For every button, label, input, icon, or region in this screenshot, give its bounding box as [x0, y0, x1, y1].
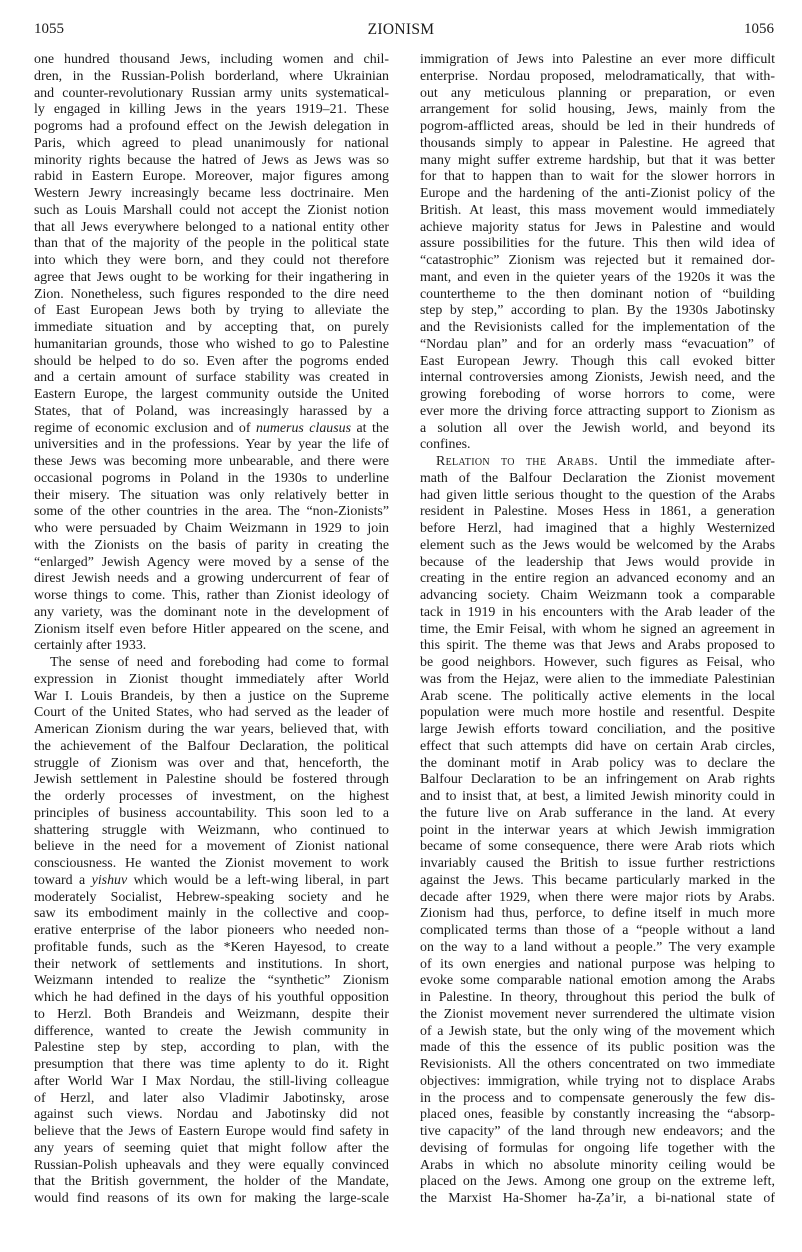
text-line: immediate situation and by accepting that, on purely — [34, 320, 389, 335]
text-line: to Herzl. Both Brandeis and Weizmann, despite their — [34, 1006, 389, 1022]
text-line: made of this the essence of its public position was the — [420, 1040, 775, 1056]
text-line: rabid in Eastern Europe. Moreover, major figures among — [34, 169, 389, 185]
text-line: British. At least, this mass movement would immediately — [420, 202, 775, 218]
text-line: of its own energies and national purpose was helping to — [420, 956, 775, 972]
text-line: Zion. Nonetheless, such figures responded to the dire need — [34, 286, 389, 302]
text-line: universities and in the professions. Year by year the life of — [34, 437, 389, 453]
text-line: Relation to the Arabs. Until the immediate after- — [436, 454, 775, 469]
text-line: occasional pogroms in Poland in the 1930s to underline — [34, 470, 389, 486]
text-line: placed on the Jews. Among one group on the extreme left, — [420, 1174, 775, 1190]
text-line: ever more the driving force attracting support to Zionism as — [420, 403, 775, 419]
text-line: the future live on Arab sufferance in the land. At every — [420, 805, 775, 821]
text-line: Palestine step by step, according to plan, with the — [34, 1040, 389, 1056]
text-line: became of some consequence, there were Arab riots which — [420, 839, 775, 855]
running-title: ZIONISM — [367, 21, 435, 38]
text-line: direst Jewish needs and a growing undercurrent of fear of — [34, 571, 389, 587]
text-line: these Jews was becoming more unbearable, and there were — [34, 454, 389, 469]
text-line: of East European Jews both by trying to alleviate the — [34, 303, 389, 319]
text-line: the orderly processes of investment, on the highest — [34, 789, 389, 804]
text-line: in Palestine. In theory, throughout this period the bulk of — [420, 990, 775, 1005]
text-line: Zionism had thus, perforce, to define itself in much more — [420, 906, 775, 922]
text-line: profitable funds, such as the *Keren Hayesod, to create — [34, 939, 389, 955]
text-line: that all Jews everywhere belonged to a national entity other — [34, 219, 389, 235]
text-line: expression in Zionist thought immediately after World — [34, 671, 389, 687]
section-heading: Relation to the Arabs — [436, 454, 595, 469]
text-line: against the Jews. This became particularly marked in the — [420, 872, 775, 888]
text-line: Arab scene. The politically active elements in the local — [420, 688, 775, 704]
text-line: any variety, was the dominant note in the development of — [34, 604, 389, 620]
text-line: time, the Emir Feisal, with whom he signed an agreement in — [420, 621, 775, 637]
text-line: be good neighbors. However, such figures as Feisal, who — [420, 655, 775, 670]
text-line: The sense of need and foreboding had come to formal — [50, 655, 389, 670]
text-line: who were persuaded by Chaim Weizmann in 1929 to join — [34, 521, 389, 536]
text-line: any years of seeming quiet that might follow after the — [34, 1140, 389, 1156]
text-line: this spirit. The theme was that Jews and Arabs proposed to — [420, 638, 775, 654]
text-line: moderately Socialist, Hebrew-speaking society and he — [34, 889, 389, 905]
text-line: immigration of Jews into Palestine an ever more difficult — [420, 52, 775, 67]
text-line: on the way to a land without a people.” The very example — [420, 939, 775, 955]
text-line: complicated terms than those of a “people without a land — [420, 923, 775, 938]
text-line: large Jewish efforts toward conciliation, and the positive — [420, 722, 775, 737]
text-line: presumption that there was time aplenty to do it. Right — [34, 1057, 389, 1072]
text-line: States, that of Poland, was increasingly harassed by a — [34, 403, 389, 419]
text-line: with the Zionists on the basis of parity in creating the — [34, 537, 389, 553]
text-line: and a certain amount of surface stability was created in — [34, 370, 389, 386]
text-line: a solution all over the Jewish world, and beyond its — [420, 420, 775, 436]
text-line: believe that the Jews of Eastern Europe would find safety in — [34, 1124, 389, 1139]
text-line: of Herzl, and later also Vladimir Jabotinsky, arose — [34, 1090, 389, 1106]
text-line: devising of formulas for ongoing life together with the — [420, 1140, 775, 1156]
text-line: which he had defined in the days of his youthful opposition — [34, 990, 389, 1005]
text-line: shattering struggle with Weizmann, who continued to — [34, 822, 389, 838]
page-header — [0, 0, 802, 40]
text-line: creating in the entire region an advanced economy and an — [420, 571, 775, 587]
text-line: the dominant motif in Arab policy was to declare the — [420, 755, 775, 771]
text-line: principles of business accountability. This soon led to a — [34, 805, 389, 821]
text-line: assure possibilities for the future. This then wild idea of — [420, 236, 775, 252]
text-line: Eastern Europe, the largest community outside the United — [34, 387, 389, 402]
text-line: War I. Louis Brandeis, by then a justice on the Supreme — [34, 688, 389, 704]
text-line: internal controversies among Zionists, Jewish need, and the — [420, 370, 775, 386]
text-line: believe in the need for a movement of Zionist national — [34, 839, 389, 855]
text-line: Revisionists. All the others concentrated on two immediate — [420, 1057, 775, 1072]
text-line: Russian-Polish upheavals and they were equally convinced — [34, 1157, 389, 1173]
text-line: arrangement for solid housing, Jews, mainly from the — [420, 102, 775, 118]
text-line: thousands simply to appear in Palestine. He agreed that — [420, 135, 775, 151]
text-line: “catastrophic” Zionism was rejected but it remained dor- — [420, 253, 775, 268]
text-line: their misery. The situation was only relatively better in — [34, 487, 389, 503]
page-number-right: 1056 — [744, 21, 774, 37]
text-line: consciousness. He wanted the Zionist movement to work — [34, 856, 389, 871]
text-line: enterprise. Nordau proposed, melodramatically, that with- — [420, 68, 775, 84]
text-line: and counter-revolutionary Russian army units systematical- — [34, 85, 389, 101]
text-line: Arabs in which no absolute minority ceiling would be — [420, 1157, 775, 1173]
text-line: struggle of Zionism was over and that, henceforth, the — [34, 755, 389, 771]
text-line: math of the Balfour Declaration the Zionist movement — [420, 470, 775, 486]
text-line: than that of the majority of the people in the political state — [34, 236, 389, 252]
text-line: Balfour Declaration to be an infringement on Arab rights — [420, 772, 775, 788]
text-line: and to insist that, at best, a limited Jewish minority could in — [420, 789, 775, 804]
text-line: many might suffer extreme hardship, but that it was better — [420, 152, 775, 168]
text-line: regime of economic exclusion and of numerus clausus at the — [34, 420, 389, 436]
text-line: of a Jewish state, but the only wing of the movement which — [420, 1023, 775, 1039]
text-column-left — [34, 52, 389, 1208]
text-line: growing foreboding of worse horrors to come, were — [420, 387, 775, 402]
italic-term: yishuv — [91, 872, 128, 888]
text-line: certainly after 1933. — [34, 638, 147, 654]
text-line: effect that such attempts did have on certain Arab circles, — [420, 738, 775, 754]
text-line: their network of settlements and institutions. In short, — [34, 956, 389, 972]
text-line: before Herzl, had imagined that a highly Westernized — [420, 521, 775, 536]
text-line: the Zionist movement never surrendered the ultimate vision — [420, 1006, 775, 1022]
text-line: out any meticulous planning or preparation, or even — [420, 85, 775, 101]
text-line: Court of the United States, who had served as the leader of — [34, 705, 389, 721]
page-number-left: 1055 — [34, 21, 64, 37]
text-line: difference, wanted to create the Jewish community in — [34, 1023, 389, 1039]
text-line: worse things to come. This, rather than Zionist ideology of — [34, 588, 389, 603]
text-line: was from the Hejaz, were alien to the immediate Palestinian — [420, 671, 775, 687]
text-line: evoke some comparable national emotion among the Arabs — [420, 973, 775, 989]
text-line: East European Jewry. Though this call evoked bitter — [420, 353, 775, 369]
text-line: advancing society. Chaim Weizmann took a comparable — [420, 588, 775, 603]
text-line: ly engaged in killing Jews in the years 1919–21. These — [34, 102, 389, 118]
text-line: erative enterprise of the labor pioneers who needed non- — [34, 923, 389, 938]
text-line: Paris, which agreed to plead unanimously for national — [34, 135, 389, 151]
text-line: mant, and even in the quieter years of the 1920s it was the — [420, 269, 775, 285]
text-line: invariably caused the British to issue further restrictions — [420, 856, 775, 871]
text-line: such as Louis Marshall could not accept the Zionist notion — [34, 202, 389, 218]
text-line: one hundred thousand Jews, including women and chil- — [34, 52, 389, 67]
text-line: that the British government, the holder of the Mandate, — [34, 1174, 389, 1190]
text-line: would find reasons of its own for making the large-scale — [34, 1191, 389, 1206]
text-line: point in the interwar years at which Jewish immigration — [420, 822, 775, 838]
text-line: Western Jewry increasingly became less doctrinaire. Men — [34, 186, 389, 201]
text-line: tive capacity” of the land through new endeavors; and the — [420, 1124, 775, 1139]
text-line: achieve majority status for Jews in Palestine and would — [420, 219, 775, 235]
text-line: had given little serious thought to the question of the Arabs — [420, 487, 775, 503]
text-line: saw its embodiment mainly in the collective and coop- — [34, 906, 389, 922]
text-line: “enlarged” Jewish Agency were moved by a sense of the — [34, 554, 389, 570]
text-line: dren, in the Russian-Polish borderland, where Ukrainian — [34, 68, 389, 84]
text-line: and the Revisionists called for the implementation of the — [420, 320, 775, 335]
text-line: countertheme to the then dominant notion of “building — [420, 286, 775, 302]
text-line: resident in Palestine. Moses Hess in 1861, a generation — [420, 504, 775, 520]
text-line: Jewish settlement in Palestine should be fostered through — [34, 772, 389, 788]
text-line: for that to happen than to wait for the slower horrors in — [420, 169, 775, 185]
text-line: pogroms had a profound effect on the Jewish delegation in — [34, 119, 389, 134]
italic-term: numerus clausus — [255, 420, 351, 436]
text-line: confines. — [420, 437, 471, 453]
text-line: objectives: immigration, while trying not to displace Arabs — [420, 1073, 775, 1089]
text-line: toward a yishuv which would be a left-wing liberal, in part — [34, 872, 390, 888]
text-line: Europe and the hardening of the anti-Zionist policy of the — [420, 186, 775, 201]
text-line: pogrom-afflicted areas, should be led in their hundreds of — [420, 119, 775, 134]
text-line: because of the leadership that Jews would provide in — [420, 554, 775, 570]
text-line: against such views. Nordau and Jabotinsky did not — [34, 1107, 389, 1123]
text-line: humanitarian grounds, those who wished to go to Palestine — [34, 336, 389, 352]
text-line: some of the other countries in the area. The “non-Zionists” — [34, 504, 389, 520]
text-line: the achievement of the Balfour Declaration, the political — [34, 738, 389, 754]
text-line: population were much more hostile and resentful. Despite — [420, 705, 775, 721]
text-line: Zionism itself even before Hitler appeared on the scene, and — [34, 621, 389, 637]
text-column-right — [420, 52, 775, 1208]
text-line: the Marxist Ha-Shomer ha-Ẓa’ir, a bi-national state of — [420, 1191, 775, 1206]
text-line: into which they were born, and they could not therefore — [34, 253, 389, 268]
text-line: tack in 1919 in his encounters with the Arab leader of the — [420, 604, 775, 620]
text-line: step by step,” according to plan. By the 1930s Jabotinsky — [420, 303, 775, 319]
text-line: “Nordau plan” and for an orderly mass “evacuation” of — [420, 336, 775, 352]
text-line: minority rights because the hatred of Jews as Jews was so — [34, 152, 389, 168]
text-line: agree that Jews ought to be working for their ingathering in — [34, 269, 389, 285]
text-line: in the process and to compensate generously the few dis- — [420, 1090, 775, 1106]
text-line: American Zionism during the war years, believed that, with — [34, 722, 389, 737]
text-line: Weizmann intended to realize the “synthetic” Zionism — [34, 973, 389, 989]
text-line: decade after 1929, when there were major riots by Arabs. — [420, 889, 775, 905]
text-line: placed ones, feasible by constantly increasing the “absorp- — [420, 1107, 775, 1123]
text-line: should be helped to do so. Even after the pogroms ended — [34, 353, 389, 369]
text-line: element such as the Jews would be welcomed by the Arabs — [420, 537, 775, 553]
text-line: after World War I Max Nordau, the still-living colleague — [34, 1073, 389, 1089]
